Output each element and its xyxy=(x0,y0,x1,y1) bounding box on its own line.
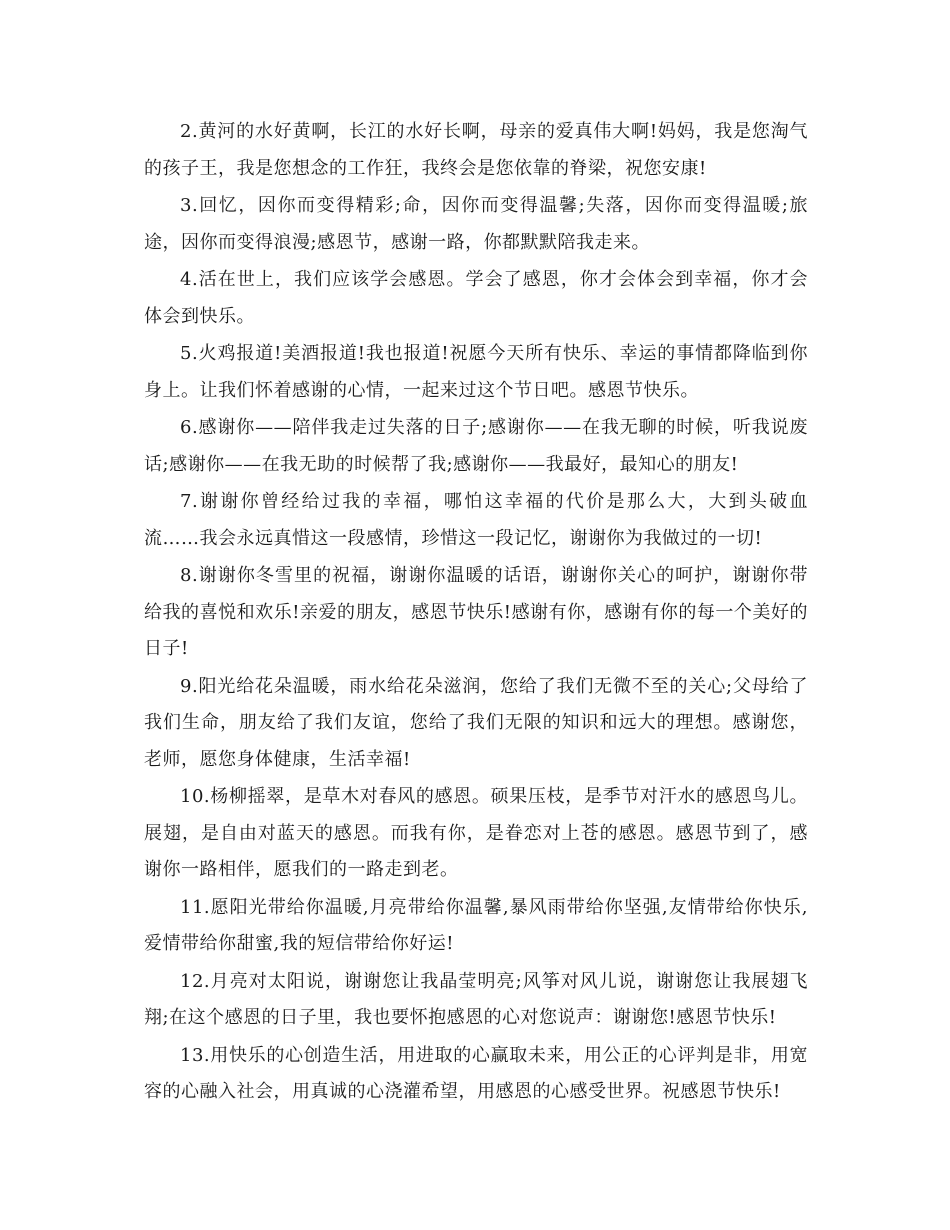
paragraph-8: 8.谢谢你冬雪里的祝福，谢谢你温暖的话语，谢谢你关心的呵护，谢谢你带给我的喜悦和欢乐!亲爱的朋友，感恩节快乐!感谢有你，感谢有你的每一个美好的日子! xyxy=(144,565,808,659)
paragraph-10: 10.杨柳摇翠，是草木对春风的感恩。硕果压枝，是季节对汗水的感恩鸟儿。展翅，是自由对蓝天的感恩。而我有你，是眷恋对上苍的感恩。感恩节到了，感谢你一路相伴，愿我们的一路走到老。 xyxy=(144,786,808,880)
paragraph-6: 6.感谢你——陪伴我走过失落的日子;感谢你——在我无聊的时候，听我说废话;感谢你——在我无助的时候帮了我;感谢你——我最好，最知心的朋友! xyxy=(144,417,808,475)
paragraph-7: 7.谢谢你曾经给过我的幸福，哪怕这幸福的代价是那么大，大到头破血流……我会永远真惜这一段感情，珍惜这一段记忆，谢谢你为我做过的一切! xyxy=(144,491,808,549)
paragraph-12: 12.月亮对太阳说，谢谢您让我晶莹明亮;风筝对风儿说，谢谢您让我展翅飞翔;在这个感恩的日子里，我也要怀抱感恩的心对您说声：谢谢您!感恩节快乐! xyxy=(144,970,808,1028)
paragraph-9: 9.阳光给花朵温暖，雨水给花朵滋润，您给了我们无微不至的关心;父母给了我们生命，朋友给了我们友谊，您给了我们无限的知识和远大的理想。感谢您，老师，愿您身体健康，生活幸福! xyxy=(144,675,808,770)
document-body xyxy=(144,114,808,1112)
paragraph-11: 11.愿阳光带给你温暖,月亮带给你温馨,暴风雨带给你坚强,友情带给你快乐,爱情带给你甜蜜,我的短信带给你好运! xyxy=(144,896,808,954)
paragraph-5: 5.火鸡报道!美酒报道!我也报道!祝愿今天所有快乐、幸运的事情都降临到你身上。让我们怀着感谢的心情，一起来过这个节日吧。感恩节快乐。 xyxy=(144,343,808,401)
paragraph-3: 3.回忆，因你而变得精彩;命，因你而变得温馨;失落，因你而变得温暖;旅途，因你而变得浪漫;感恩节，感谢一路，你都默默陪我走来。 xyxy=(144,195,808,253)
paragraph-4: 4.活在世上，我们应该学会感恩。学会了感恩，你才会体会到幸福，你才会体会到快乐。 xyxy=(144,269,808,327)
paragraph-2: 2.黄河的水好黄啊，长江的水好长啊，母亲的爱真伟大啊!妈妈，我是您淘气的孩子王，我是您想念的工作狂，我终会是您依靠的脊梁，祝您安康! xyxy=(144,121,808,179)
paragraph-13: 13.用快乐的心创造生活，用进取的心赢取未来，用公正的心评判是非，用宽容的心融入社会，用真诚的心浇灌希望，用感恩的心感受世界。祝感恩节快乐! xyxy=(144,1044,808,1102)
